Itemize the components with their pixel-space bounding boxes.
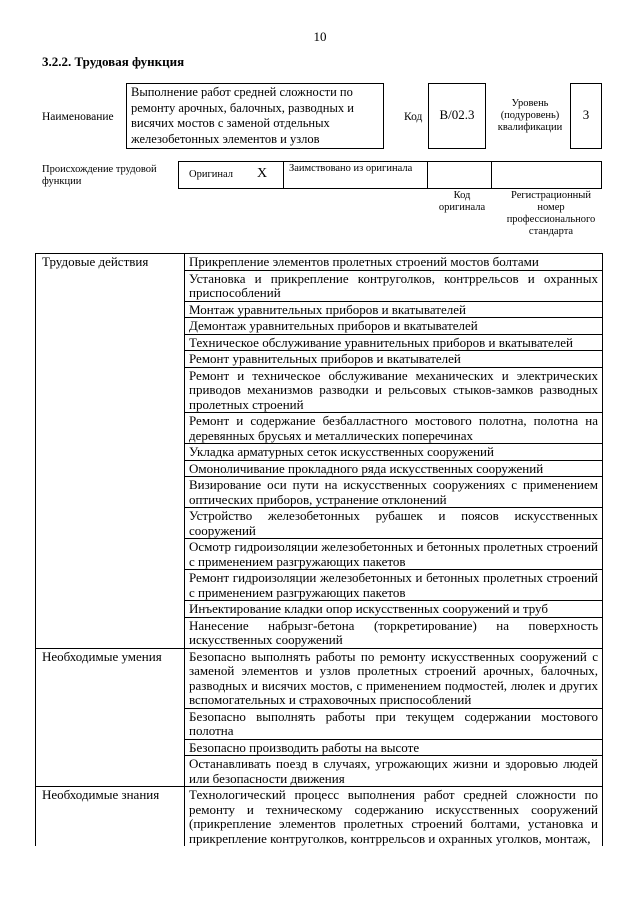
original-mark: X	[257, 166, 268, 181]
table-row	[36, 413, 603, 444]
section-label-continuation	[36, 301, 185, 318]
table-row	[36, 756, 603, 787]
section-label-continuation	[36, 318, 185, 335]
page-number: 10	[313, 29, 327, 44]
table-cell-item: Демонтаж уравнительных приборов и вкатывателей	[185, 318, 603, 335]
table-cell-item: Ремонт и техническое обслуживание механических и электрических приводов механизмов разводки и рельсовых стыков-замков разводных пролетных строений	[185, 367, 603, 413]
code-value-box	[428, 83, 486, 149]
table-row	[36, 739, 603, 756]
section-label-continuation	[36, 444, 185, 461]
table-row	[36, 477, 603, 508]
table-cell-item: Монтаж уравнительных приборов и вкатывателей	[185, 301, 603, 318]
reg-number-caption: Регистрационный номер профессионального стандарта	[506, 190, 596, 237]
table-row	[36, 254, 603, 271]
table-row	[36, 539, 603, 570]
table-cell-item: Установка и прикрепление контруголков, контррельсов и охранных приспособлений	[185, 270, 603, 301]
table-cell-item: Укладка арматурных сеток искусственных сооружений	[185, 444, 603, 461]
code-value: B/02.3	[439, 107, 475, 122]
section-label-continuation	[36, 270, 185, 301]
table-row	[36, 351, 603, 368]
section-label-continuation	[36, 617, 185, 648]
section-label-continuation	[36, 739, 185, 756]
section-label-continuation	[36, 334, 185, 351]
section-label-continuation	[36, 756, 185, 787]
section-label-continuation	[36, 413, 185, 444]
table-row	[36, 617, 603, 648]
section-label-continuation	[36, 708, 185, 739]
table-cell-item: Останавливать поезд в случаях, угрожающих жизни и здоровью людей или безопасности движения	[185, 756, 603, 787]
table-cell-item: Осмотр гидроизоляции железобетонных и бетонных пролетных строений с применением разгружающих пакетов	[185, 539, 603, 570]
table-cell-item: Ремонт и содержание безбалластного мостового полотна, полотна на деревянных брусьях и металлических поперечинах	[185, 413, 603, 444]
table-cell-item: Безопасно выполнять работы по ремонту искусственных сооружений с заменой элементов и узлов пролетных строений арочных, балочных, разводных и висячих мостов, с применением подмостей, люлек и других вспомогательных и страховочных приспособлений	[185, 648, 603, 708]
section-label-continuation	[36, 367, 185, 413]
table-row	[36, 648, 603, 708]
section-title: 3.2.2. Трудовая функция	[42, 54, 185, 69]
section-label: Необходимые умения	[36, 648, 185, 708]
table-row	[36, 318, 603, 335]
table-cell-item: Безопасно производить работы на высоте	[185, 739, 603, 756]
table-cell-item: Омоноличивание прокладного ряда искусственных сооружений	[185, 460, 603, 477]
table-cell-item: Инъектирование кладки опор искусственных сооружений и труб	[185, 601, 603, 618]
table-row	[36, 570, 603, 601]
table-cell-item: Ремонт уравнительных приборов и вкатывателей	[185, 351, 603, 368]
name-value: Выполнение работ средней сложности по ремонту арочных, балочных, разводных и висячих мостов с заменой отдельных железобетонных элементов и узлов	[131, 85, 354, 146]
table-row	[36, 270, 603, 301]
table-cell-item: Прикрепление элементов пролетных строений мостов болтами	[185, 254, 603, 271]
table-row	[36, 367, 603, 413]
name-label: Наименование	[42, 111, 114, 123]
section-label-continuation	[36, 601, 185, 618]
borrowed-label: Заимствовано из оригинала	[289, 163, 413, 174]
level-value-box	[570, 83, 602, 149]
code-label: Код	[404, 111, 423, 123]
level-value: 3	[582, 107, 590, 122]
section-label: Трудовые действия	[36, 254, 185, 271]
code-original-caption: Код оригинала	[438, 190, 486, 213]
table-row	[36, 334, 603, 351]
table-cell-item: Нанесение набрызг-бетона (торкретирование) на поверхность искусственных сооружений	[185, 617, 603, 648]
name-value-box	[126, 83, 384, 149]
table-row	[36, 301, 603, 318]
table-row	[36, 444, 603, 461]
section-label: Необходимые знания	[36, 787, 185, 847]
table-cell-item: Технологический процесс выполнения работ средней сложности по ремонту и техническому содержанию искусственных сооружений (прикрепление элементов пролетных строений болтами, установка и прикрепление контруголков, контррельсов и охранных уголков, монтаж,	[185, 787, 603, 847]
table-cell-item: Визирование оси пути на искусственных сооружениях с применением оптических приборов, устранение отклонений	[185, 477, 603, 508]
table-row	[36, 508, 603, 539]
section-label-continuation	[36, 477, 185, 508]
origin-label: Происхождение трудовой функции	[42, 164, 157, 187]
section-label-continuation	[36, 460, 185, 477]
function-table	[35, 253, 603, 846]
table-row	[36, 460, 603, 477]
section-label-continuation	[36, 508, 185, 539]
table-cell-item: Техническое обслуживание уравнительных приборов и вкатывателей	[185, 334, 603, 351]
table-cell-item: Ремонт гидроизоляции железобетонных и бетонных пролетных строений с применением разгружающих пакетов	[185, 570, 603, 601]
table-cell-item: Устройство железобетонных рубашек и поясов искусственных сооружений	[185, 508, 603, 539]
table-row	[36, 601, 603, 618]
level-label: Уровень (подуровень) квалификации	[497, 98, 563, 133]
table-cell-item: Безопасно выполнять работы при текущем содержании мостового полотна	[185, 708, 603, 739]
section-label-continuation	[36, 539, 185, 570]
original-label: Оригинал	[189, 169, 233, 180]
section-label-continuation	[36, 351, 185, 368]
section-label-continuation	[36, 570, 185, 601]
table-row	[36, 787, 603, 847]
origin-table	[178, 161, 602, 189]
table-row	[36, 708, 603, 739]
